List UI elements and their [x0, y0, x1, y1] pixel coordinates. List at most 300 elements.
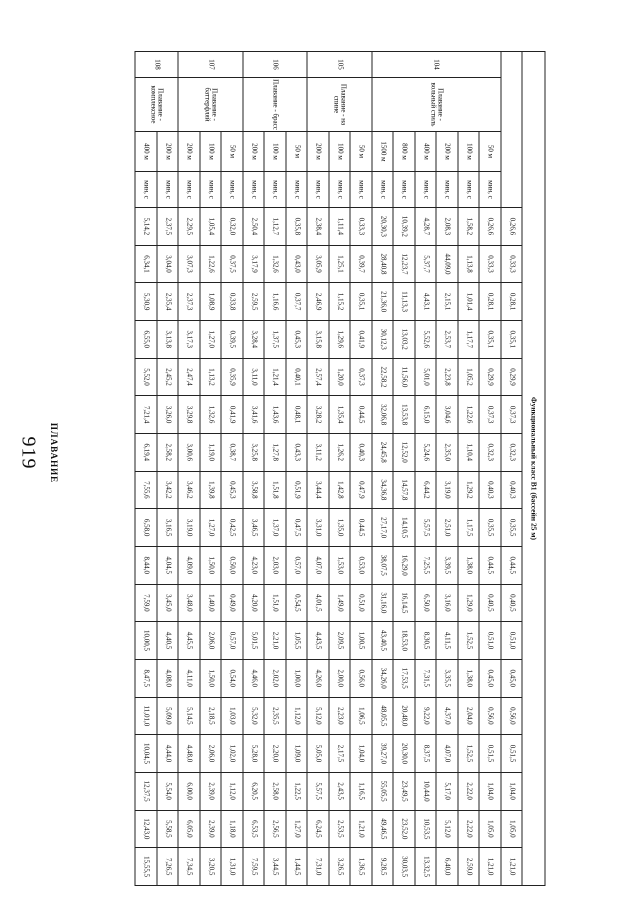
time-cell: 8,44,0: [135, 546, 157, 584]
time-cell: 34,36,8: [372, 471, 394, 509]
time-cell: 14,57,8: [393, 471, 415, 509]
time-cell: 4,48,0: [178, 735, 200, 773]
event-number: 108: [135, 52, 178, 78]
time-cell: 2,35,4: [157, 283, 179, 321]
distance-cell: 50 м: [350, 132, 372, 172]
table-row: [329, 52, 351, 886]
time-cell: 7,21,4: [135, 396, 157, 434]
time-cell: 0,43,0: [286, 245, 308, 283]
time-cell: 5,24,6: [415, 433, 437, 471]
distance-cell: 50 м: [286, 132, 308, 172]
time-cell: 2,46,9: [307, 283, 329, 321]
standards-table: [135, 51, 546, 886]
time-cell: 2,59,0: [458, 848, 480, 886]
time-cell: 0,56,0: [479, 697, 501, 735]
time-cell: 8,47,5: [135, 659, 157, 697]
time-cell: 5,14,5: [178, 697, 200, 735]
time-cell: 0,33,3: [479, 245, 501, 283]
time-cell: 1,05,2: [458, 358, 480, 396]
points-header-cell: 1,05,0: [501, 810, 523, 848]
time-cell: 34,26,0: [372, 659, 394, 697]
time-cell: 0,47,5: [286, 509, 308, 547]
distance-cell: 100 м: [458, 132, 480, 172]
time-cell: 1,26,2: [329, 433, 351, 471]
points-header-cell: 0,44,5: [501, 546, 523, 584]
time-cell: 4,37,0: [436, 697, 458, 735]
time-cell: 5,17,0: [436, 772, 458, 810]
distance-cell: 50 м: [221, 132, 243, 172]
distance-cell: 200 м: [436, 132, 458, 172]
time-cell: 2,35,0: [436, 433, 458, 471]
time-cell: 3,58,8: [243, 471, 265, 509]
distance-cell: 200 м: [307, 132, 329, 172]
time-cell: 2,39,0: [200, 772, 222, 810]
time-cell: 2,23,8: [436, 358, 458, 396]
time-cell: 2,47,4: [178, 358, 200, 396]
time-cell: 3,04,0: [157, 245, 179, 283]
table-row: [393, 52, 415, 886]
time-cell: 2,29,5: [178, 208, 200, 246]
time-cell: 1,31,0: [221, 848, 243, 886]
time-cell: 3,31,0: [307, 509, 329, 547]
time-cell: 1,29,6: [329, 320, 351, 358]
time-cell: 4,28,7: [415, 208, 437, 246]
time-cell: 32,06,8: [372, 396, 394, 434]
time-cell: 5,14,2: [135, 208, 157, 246]
time-cell: 6,44,2: [415, 471, 437, 509]
time-cell: 55,05,5: [372, 772, 394, 810]
time-cell: 0,44,5: [350, 396, 372, 434]
time-cell: 1,21,0: [479, 848, 501, 886]
time-cell: 6,00,0: [178, 772, 200, 810]
time-cell: 2,00,0: [329, 659, 351, 697]
points-header-row: [501, 52, 523, 886]
table-row: [415, 52, 437, 886]
time-cell: 3,26,5: [329, 848, 351, 886]
time-cell: 1,53,0: [329, 546, 351, 584]
time-cell: 1,29,2: [458, 471, 480, 509]
time-cell: 10,00,5: [135, 622, 157, 660]
time-cell: 0,56,0: [350, 659, 372, 697]
unit-cell: мин, с: [436, 172, 458, 208]
table-row: [372, 52, 394, 886]
time-cell: 1,51,0: [264, 584, 286, 622]
time-cell: 0,29,9: [479, 358, 501, 396]
time-cell: 23,49,5: [393, 772, 415, 810]
time-cell: 2,58,0: [264, 772, 286, 810]
time-cell: 3,28,2: [307, 396, 329, 434]
time-cell: 4,08,0: [157, 659, 179, 697]
points-header-cell: 0,28,1: [501, 283, 523, 321]
time-cell: 6,53,5: [243, 810, 265, 848]
table-row: [178, 52, 200, 886]
table-row: [157, 52, 179, 886]
time-cell: 3,19,0: [178, 509, 200, 547]
time-cell: 9,28,5: [372, 848, 394, 886]
time-cell: 1,20,0: [329, 358, 351, 396]
time-cell: 49,46,5: [372, 810, 394, 848]
unit-cell: мин, с: [221, 172, 243, 208]
time-cell: 0,39,5: [221, 320, 243, 358]
time-cell: 9,22,0: [415, 697, 437, 735]
time-cell: 0,44,5: [350, 509, 372, 547]
time-cell: 22,58,2: [372, 358, 394, 396]
time-cell: 0,33,8: [221, 283, 243, 321]
time-cell: 21,36,0: [372, 283, 394, 321]
time-cell: 0,41,9: [221, 396, 243, 434]
unit-cell: мин, с: [479, 172, 501, 208]
time-cell: 2,53,7: [436, 320, 458, 358]
time-cell: 1,05,4: [200, 208, 222, 246]
time-cell: 0,38,7: [221, 433, 243, 471]
points-header-cell: 0,35,1: [501, 320, 523, 358]
table-row: [307, 52, 329, 886]
time-cell: 1,02,0: [221, 735, 243, 773]
time-cell: 3,11,2: [307, 433, 329, 471]
time-cell: 0,57,0: [286, 546, 308, 584]
time-cell: 1,16,6: [264, 283, 286, 321]
time-cell: 1,17,7: [458, 320, 480, 358]
time-cell: 4,44,0: [157, 735, 179, 773]
time-cell: 4,07,0: [307, 546, 329, 584]
time-cell: 1,51,8: [264, 471, 286, 509]
time-cell: 1,38,0: [458, 546, 480, 584]
points-header-cell: 0,45,0: [501, 659, 523, 697]
time-cell: 3,11,0: [243, 358, 265, 396]
points-header-cell: 0,35,5: [501, 509, 523, 547]
points-header-blank: [501, 52, 523, 208]
time-cell: 12,52,0: [393, 433, 415, 471]
time-cell: 13,03,2: [393, 320, 415, 358]
time-cell: 0,35,5: [479, 509, 501, 547]
time-cell: 13,32,5: [415, 848, 437, 886]
time-cell: 5,12,0: [436, 810, 458, 848]
time-cell: 20,30,3: [372, 208, 394, 246]
points-header-cell: 1,04,0: [501, 772, 523, 810]
time-cell: 5,12,0: [307, 697, 329, 735]
time-cell: 13,53,8: [393, 396, 415, 434]
time-cell: 0,32,0: [221, 208, 243, 246]
time-cell: 38,07,5: [372, 546, 394, 584]
time-cell: 2,43,5: [329, 772, 351, 810]
time-cell: 0,26,6: [479, 208, 501, 246]
table-row: [458, 52, 480, 886]
time-cell: 2,20,0: [264, 735, 286, 773]
time-cell: 0,57,0: [221, 622, 243, 660]
event-name: Плавание - баттерфляй: [178, 78, 243, 132]
time-cell: 2,39,0: [200, 810, 222, 848]
unit-cell: мин, с: [458, 172, 480, 208]
time-cell: 6,19,4: [135, 433, 157, 471]
distance-cell: 800 м: [393, 132, 415, 172]
distance-cell: 100 м: [200, 132, 222, 172]
unit-cell: мин, с: [135, 172, 157, 208]
page-number: 919: [17, 436, 40, 470]
time-cell: 4,26,0: [307, 659, 329, 697]
time-cell: 2,37,3: [178, 283, 200, 321]
event-name: Плавание - вольный стиль: [372, 78, 501, 132]
time-cell: 0,32,3: [479, 433, 501, 471]
unit-cell: мин, с: [415, 172, 437, 208]
time-cell: 1,13,2: [200, 358, 222, 396]
time-cell: 1,36,5: [350, 848, 372, 886]
time-cell: 6,05,0: [178, 810, 200, 848]
time-cell: 3,39,5: [436, 546, 458, 584]
time-cell: 0,51,0: [350, 584, 372, 622]
time-cell: 1,38,0: [458, 659, 480, 697]
time-cell: 0,43,3: [286, 433, 308, 471]
time-cell: 1,00,0: [286, 659, 308, 697]
time-cell: 2,23,0: [329, 697, 351, 735]
time-cell: 0,37,3: [479, 396, 501, 434]
time-cell: 3,35,5: [436, 659, 458, 697]
time-cell: 6,50,0: [415, 584, 437, 622]
time-cell: 10,39,2: [393, 208, 415, 246]
time-cell: 2,04,0: [458, 697, 480, 735]
time-cell: 4,43,5: [307, 622, 329, 660]
time-cell: 1,32,6: [264, 245, 286, 283]
distance-cell: 200 м: [243, 132, 265, 172]
time-cell: 1,04,0: [479, 772, 501, 810]
time-cell: 11,13,3: [393, 283, 415, 321]
time-cell: 1,16,5: [350, 772, 372, 810]
time-cell: 6,34,1: [135, 245, 157, 283]
time-cell: 2,21,0: [264, 622, 286, 660]
time-cell: 0,39,7: [350, 245, 372, 283]
time-cell: 4,07,0: [436, 735, 458, 773]
time-cell: 16,29,0: [393, 546, 415, 584]
time-cell: 2,22,0: [458, 810, 480, 848]
caption-row: [522, 52, 545, 886]
distance-cell: 400 м: [415, 132, 437, 172]
event-name: Плавание - на спине: [307, 78, 372, 132]
table-row: [135, 52, 157, 886]
time-cell: 0,51,0: [479, 622, 501, 660]
event-name: Плавание - комплексное: [135, 78, 178, 132]
unit-cell: мин, с: [286, 172, 308, 208]
distance-cell: 1500 м: [372, 132, 394, 172]
time-cell: 1,25,1: [329, 245, 351, 283]
time-cell: 2,37,5: [157, 208, 179, 246]
table-row: [264, 52, 286, 886]
time-cell: 0,51,9: [286, 471, 308, 509]
time-cell: 5,52,0: [135, 358, 157, 396]
time-cell: 2,56,5: [264, 810, 286, 848]
time-cell: 0,51,5: [479, 735, 501, 773]
time-cell: 0,45,3: [221, 471, 243, 509]
time-cell: 18,53,0: [393, 622, 415, 660]
time-cell: 1,21,4: [264, 358, 286, 396]
time-cell: 3,42,2: [157, 471, 179, 509]
points-header-cell: 1,21,0: [501, 848, 523, 886]
time-cell: 3,44,5: [264, 848, 286, 886]
time-cell: 31,16,0: [372, 584, 394, 622]
time-cell: 1,52,5: [458, 735, 480, 773]
time-cell: 2,50,4: [243, 208, 265, 246]
unit-cell: мин, с: [372, 172, 394, 208]
time-cell: 0,37,3: [350, 358, 372, 396]
time-cell: 10,53,5: [415, 810, 437, 848]
time-cell: 11,56,0: [393, 358, 415, 396]
time-cell: 1,05,5: [286, 622, 308, 660]
time-cell: 3,29,8: [178, 396, 200, 434]
distance-cell: 100 м: [264, 132, 286, 172]
time-cell: 3,20,5: [200, 848, 222, 886]
time-cell: 2,51,0: [436, 509, 458, 547]
time-cell: 7,26,5: [157, 848, 179, 886]
time-cell: 5,37,7: [415, 245, 437, 283]
time-cell: 2,45,2: [157, 358, 179, 396]
table-row: [200, 52, 222, 886]
time-cell: 6,58,0: [135, 509, 157, 547]
points-header-cell: 0,33,3: [501, 245, 523, 283]
time-cell: 2,06,0: [200, 735, 222, 773]
time-cell: 1,50,0: [200, 659, 222, 697]
time-cell: 1,50,0: [200, 546, 222, 584]
time-cell: 3,17,9: [243, 245, 265, 283]
table-row: [243, 52, 265, 886]
time-cell: 1,52,5: [458, 622, 480, 660]
time-cell: 43,40,5: [372, 622, 394, 660]
time-cell: 3,13,8: [157, 320, 179, 358]
time-cell: 3,25,8: [243, 433, 265, 471]
time-cell: 1,58,2: [458, 208, 480, 246]
time-cell: 2,38,4: [307, 208, 329, 246]
time-cell: 7,25,5: [415, 546, 437, 584]
time-cell: 30,12,3: [372, 320, 394, 358]
points-header-cell: 0,37,3: [501, 396, 523, 434]
time-cell: 3,46,2: [178, 471, 200, 509]
time-cell: 0,33,3: [350, 208, 372, 246]
time-cell: 1,35,0: [329, 509, 351, 547]
distance-cell: 50 м: [479, 132, 501, 172]
time-cell: 4,43,1: [415, 283, 437, 321]
time-cell: 0,37,5: [221, 245, 243, 283]
time-cell: 2,59,5: [243, 283, 265, 321]
time-cell: 1,43,6: [264, 396, 286, 434]
time-cell: 1,18,0: [221, 810, 243, 848]
time-cell: 8,30,5: [415, 622, 437, 660]
time-cell: 10,44,0: [415, 772, 437, 810]
time-cell: 3,17,3: [178, 320, 200, 358]
event-number: 105: [307, 52, 372, 78]
time-cell: 4,04,5: [157, 546, 179, 584]
time-cell: 4,45,5: [178, 622, 200, 660]
time-cell: 2,35,5: [264, 697, 286, 735]
page-heading: ПЛАВАНИЕ: [49, 422, 59, 484]
points-header-cell: 0,56,0: [501, 697, 523, 735]
time-cell: 0,44,5: [479, 546, 501, 584]
time-cell: 44,09,0: [436, 245, 458, 283]
time-cell: 1,13,8: [458, 245, 480, 283]
event-number: 107: [178, 52, 243, 78]
time-cell: 5,01,5: [243, 622, 265, 660]
time-cell: 5,05,0: [307, 735, 329, 773]
time-cell: 1,12,0: [286, 697, 308, 735]
time-cell: 3,26,0: [157, 396, 179, 434]
time-cell: 1,10,4: [458, 433, 480, 471]
time-cell: 14,10,5: [393, 509, 415, 547]
distance-cell: 400 м: [135, 132, 157, 172]
time-cell: 1,44,5: [286, 848, 308, 886]
time-cell: 7,59,0: [135, 584, 157, 622]
time-cell: 0,49,0: [221, 584, 243, 622]
unit-cell: мин, с: [393, 172, 415, 208]
time-cell: 4,46,0: [243, 659, 265, 697]
time-cell: 1,04,0: [350, 735, 372, 773]
time-cell: 0,45,0: [479, 659, 501, 697]
time-cell: 3,16,5: [157, 509, 179, 547]
distance-cell: 100 м: [329, 132, 351, 172]
time-cell: 30,03,5: [393, 848, 415, 886]
time-cell: 5,57,5: [415, 509, 437, 547]
time-cell: 15,55,5: [135, 848, 157, 886]
time-cell: 2,09,5: [329, 622, 351, 660]
event-number: 106: [243, 52, 308, 78]
points-header-cell: 0,51,5: [501, 735, 523, 773]
time-cell: 1,35,4: [329, 396, 351, 434]
time-cell: 2,18,5: [200, 697, 222, 735]
time-cell: 7,31,0: [307, 848, 329, 886]
time-cell: 3,15,8: [307, 320, 329, 358]
time-cell: 5,01,0: [415, 358, 437, 396]
time-cell: 1,22,6: [200, 245, 222, 283]
time-cell: 4,23,0: [243, 546, 265, 584]
time-cell: 20,30,0: [393, 735, 415, 773]
time-cell: 0,54,0: [221, 659, 243, 697]
time-cell: 24,45,8: [372, 433, 394, 471]
time-cell: 27,17,0: [372, 509, 394, 547]
time-cell: 2,06,0: [200, 622, 222, 660]
time-cell: 1,17,5: [458, 509, 480, 547]
points-header-cell: 0,32,3: [501, 433, 523, 471]
time-cell: 1,22,5: [286, 772, 308, 810]
time-cell: 0,47,9: [350, 471, 372, 509]
time-cell: 4,01,5: [307, 584, 329, 622]
time-cell: 5,09,0: [157, 697, 179, 735]
time-cell: 0,53,0: [350, 546, 372, 584]
time-cell: 2,22,0: [458, 772, 480, 810]
time-cell: 17,53,5: [393, 659, 415, 697]
time-cell: 6,15,0: [415, 396, 437, 434]
time-cell: 3,04,6: [436, 396, 458, 434]
time-cell: 6,20,5: [243, 772, 265, 810]
time-cell: 5,30,9: [135, 283, 157, 321]
table-row: [221, 52, 243, 886]
time-cell: 5,52,6: [415, 320, 437, 358]
distance-cell: 200 м: [178, 132, 200, 172]
points-header-cell: 0,40,5: [501, 584, 523, 622]
distance-cell: 200 м: [157, 132, 179, 172]
time-cell: 0,40,3: [350, 433, 372, 471]
time-cell: 1,37,5: [264, 320, 286, 358]
time-cell: 3,19,0: [436, 471, 458, 509]
time-cell: 2,57,4: [307, 358, 329, 396]
time-cell: 10,04,5: [135, 735, 157, 773]
table-row: [286, 52, 308, 886]
time-cell: 0,35,1: [350, 283, 372, 321]
time-cell: 1,08,9: [200, 283, 222, 321]
unit-cell: мин, с: [264, 172, 286, 208]
time-cell: 20,48,0: [393, 697, 415, 735]
table-row: [350, 52, 372, 886]
time-cell: 0,54,5: [286, 584, 308, 622]
unit-cell: мин, с: [350, 172, 372, 208]
time-cell: 16,14,5: [393, 584, 415, 622]
time-cell: 1,19,0: [200, 433, 222, 471]
time-cell: 1,27,8: [264, 433, 286, 471]
points-header-cell: 0,40,3: [501, 471, 523, 509]
